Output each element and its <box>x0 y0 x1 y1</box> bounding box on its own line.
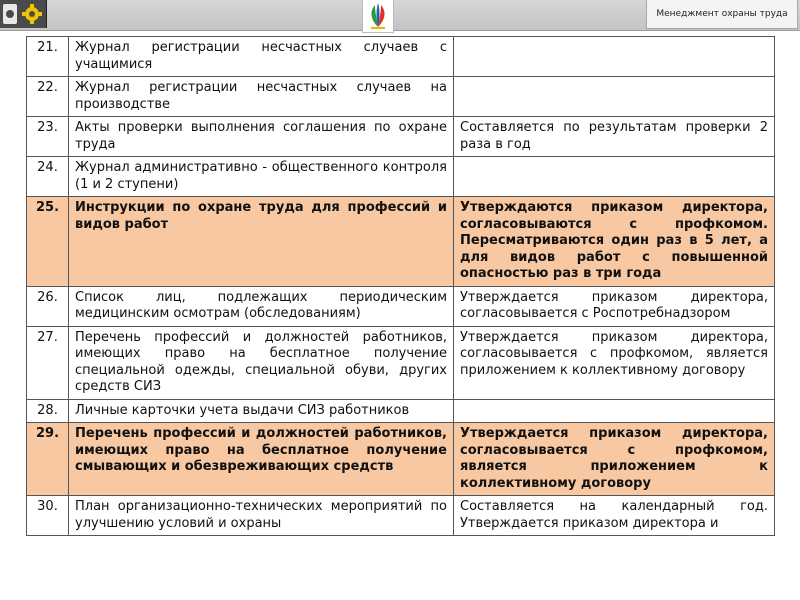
document-name: Список лиц, подлежащих периодическим медицинским осмотрам (обследованиям) <box>69 286 454 326</box>
slide-content <box>0 31 800 600</box>
document-name: Перечень профессий и должностей работников, имеющих право на бесплатное получение специальной одежды, специальной обуви, других средств СИЗ <box>69 326 454 399</box>
document-note: Составляется по результатам проверки 2 раза в год <box>454 117 775 157</box>
document-name: Журнал административно - общественного контроля (1 и 2 ступени) <box>69 157 454 197</box>
document-name: Акты проверки выполнения соглашения по охране труда <box>69 117 454 157</box>
row-number: 27. <box>27 326 69 399</box>
document-note <box>454 157 775 197</box>
document-note: Составляется на календарный год. Утверждается приказом директора и <box>454 496 775 536</box>
document-note: Утверждается приказом директора, согласовывается с профкомом, является приложением к коллективному договору <box>454 326 775 399</box>
table-row <box>27 496 775 536</box>
document-name: План организационно-технических мероприятий по улучшению условий и охраны <box>69 496 454 536</box>
document-name: Журнал регистрации несчастных случаев на производстве <box>69 77 454 117</box>
table-row <box>27 117 775 157</box>
table-row <box>27 286 775 326</box>
table-row-highlighted <box>27 423 775 496</box>
header-title: Менеджмент охраны труда <box>646 0 798 29</box>
document-note <box>454 37 775 77</box>
gear-icon[interactable] <box>0 0 47 28</box>
row-number: 28. <box>27 399 69 423</box>
document-name: Перечень профессий и должностей работников, имеющих право на бесплатное получение смывающих и обезвреживающих средств <box>69 423 454 496</box>
documents-table <box>26 36 775 536</box>
row-number: 30. <box>27 496 69 536</box>
table-row <box>27 399 775 423</box>
row-number: 24. <box>27 157 69 197</box>
union-logo-icon <box>362 0 394 33</box>
row-number: 29. <box>27 423 69 496</box>
document-note <box>454 399 775 423</box>
document-name: Личные карточки учета выдачи СИЗ работников <box>69 399 454 423</box>
document-name: Журнал регистрации несчастных случаев с учащимися <box>69 37 454 77</box>
row-number: 26. <box>27 286 69 326</box>
document-note: Утверждается приказом директора, согласовывается с Роспотребнадзором <box>454 286 775 326</box>
table-row <box>27 77 775 117</box>
table-row-highlighted <box>27 197 775 287</box>
row-number: 23. <box>27 117 69 157</box>
document-note <box>454 77 775 117</box>
top-bar <box>0 0 800 31</box>
row-number: 25. <box>27 197 69 287</box>
row-number: 22. <box>27 77 69 117</box>
table-row <box>27 326 775 399</box>
document-note: Утверждаются приказом директора, согласовываются с профкомом. Пересматриваются один раз в 5 лет, а для видов работ с повышенной опасностью раз в три года <box>454 197 775 287</box>
row-number: 21. <box>27 37 69 77</box>
table-row <box>27 37 775 77</box>
document-note: Утверждается приказом директора, согласовывается с профкомом, является приложением к коллективному договору <box>454 423 775 496</box>
table-row <box>27 157 775 197</box>
document-name: Инструкции по охране труда для профессий и видов работ <box>69 197 454 287</box>
